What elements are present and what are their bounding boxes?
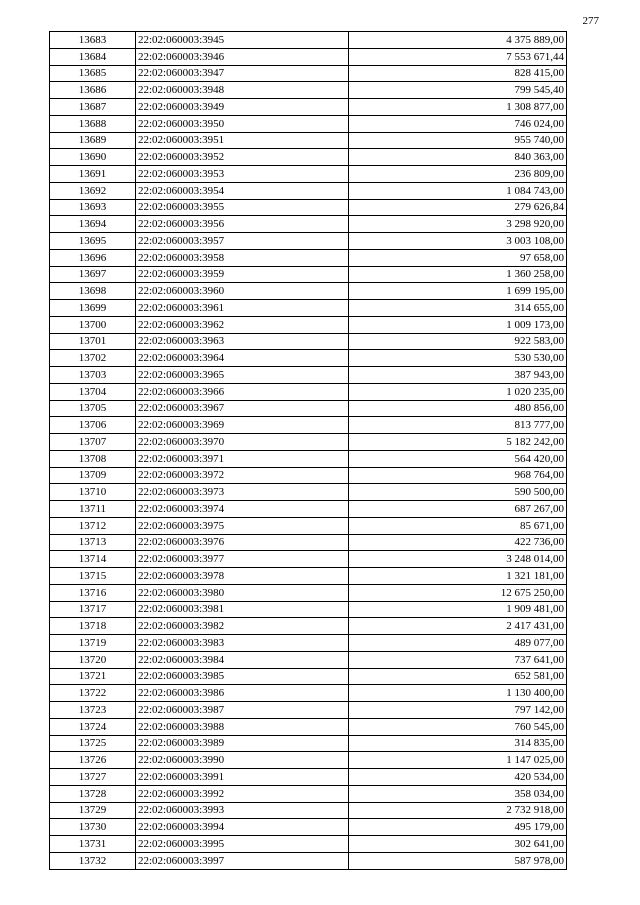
table-row: [50, 702, 567, 719]
row-number-cell: 13701: [50, 333, 136, 350]
table-row: [50, 199, 567, 216]
table-row: [50, 82, 567, 99]
row-number-cell: 13717: [50, 601, 136, 618]
row-number-cell: 13694: [50, 216, 136, 233]
cadastral-value-cell: 480 856,00: [349, 400, 567, 417]
cadastral-value-cell: 279 626,84: [349, 199, 567, 216]
cadastral-value-cell: 489 077,00: [349, 635, 567, 652]
cadastral-value-cell: 4 375 889,00: [349, 32, 567, 49]
cadastral-number-cell: 22:02:060003:3953: [136, 166, 349, 183]
table-row: [50, 802, 567, 819]
row-number-cell: 13724: [50, 718, 136, 735]
cadastral-number-cell: 22:02:060003:3960: [136, 283, 349, 300]
cadastral-number-cell: 22:02:060003:3950: [136, 115, 349, 132]
cadastral-number-cell: 22:02:060003:3949: [136, 99, 349, 116]
table-row: [50, 534, 567, 551]
cadastral-number-cell: 22:02:060003:3957: [136, 233, 349, 250]
table-row: [50, 166, 567, 183]
cadastral-value-cell: 1 009 173,00: [349, 316, 567, 333]
cadastral-number-cell: 22:02:060003:3969: [136, 417, 349, 434]
cadastral-number-cell: 22:02:060003:3973: [136, 484, 349, 501]
table-row: [50, 367, 567, 384]
row-number-cell: 13704: [50, 383, 136, 400]
table-row: [50, 568, 567, 585]
table-row: [50, 115, 567, 132]
table-row: [50, 501, 567, 518]
cadastral-value-cell: 85 671,00: [349, 517, 567, 534]
table-row: [50, 266, 567, 283]
cadastral-number-cell: 22:02:060003:3964: [136, 350, 349, 367]
table-row: [50, 65, 567, 82]
cadastral-value-cell: 828 415,00: [349, 65, 567, 82]
row-number-cell: 13723: [50, 702, 136, 719]
cadastral-number-cell: 22:02:060003:3980: [136, 584, 349, 601]
cadastral-value-cell: 3 003 108,00: [349, 233, 567, 250]
table-row: [50, 417, 567, 434]
cadastral-number-cell: 22:02:060003:3974: [136, 501, 349, 518]
cadastral-number-cell: 22:02:060003:3956: [136, 216, 349, 233]
cadastral-value-table: [49, 31, 567, 870]
row-number-cell: 13690: [50, 149, 136, 166]
cadastral-value-cell: 840 363,00: [349, 149, 567, 166]
table-row: [50, 32, 567, 49]
row-number-cell: 13697: [50, 266, 136, 283]
row-number-cell: 13719: [50, 635, 136, 652]
cadastral-value-cell: 955 740,00: [349, 132, 567, 149]
table-row: [50, 249, 567, 266]
row-number-cell: 13726: [50, 752, 136, 769]
cadastral-number-cell: 22:02:060003:3971: [136, 450, 349, 467]
cadastral-number-cell: 22:02:060003:3961: [136, 300, 349, 317]
cadastral-value-cell: 760 545,00: [349, 718, 567, 735]
cadastral-value-cell: 422 736,00: [349, 534, 567, 551]
cadastral-value-cell: 1 130 400,00: [349, 685, 567, 702]
table-row: [50, 132, 567, 149]
cadastral-value-cell: 420 534,00: [349, 769, 567, 786]
row-number-cell: 13714: [50, 551, 136, 568]
table-row: [50, 216, 567, 233]
table-row: [50, 484, 567, 501]
cadastral-value-cell: 1 699 195,00: [349, 283, 567, 300]
cadastral-number-cell: 22:02:060003:3984: [136, 651, 349, 668]
cadastral-value-cell: 236 809,00: [349, 166, 567, 183]
table-row: [50, 467, 567, 484]
cadastral-number-cell: 22:02:060003:3959: [136, 266, 349, 283]
cadastral-number-cell: 22:02:060003:3985: [136, 668, 349, 685]
table-row: [50, 601, 567, 618]
cadastral-number-cell: 22:02:060003:3976: [136, 534, 349, 551]
row-number-cell: 13731: [50, 836, 136, 853]
table-row: [50, 400, 567, 417]
row-number-cell: 13695: [50, 233, 136, 250]
cadastral-number-cell: 22:02:060003:3982: [136, 618, 349, 635]
table-row: [50, 300, 567, 317]
cadastral-number-cell: 22:02:060003:3963: [136, 333, 349, 350]
cadastral-value-cell: 97 658,00: [349, 249, 567, 266]
row-number-cell: 13688: [50, 115, 136, 132]
table-row: [50, 819, 567, 836]
row-number-cell: 13721: [50, 668, 136, 685]
table-row: [50, 517, 567, 534]
cadastral-value-cell: 797 142,00: [349, 702, 567, 719]
row-number-cell: 13700: [50, 316, 136, 333]
table-row: [50, 584, 567, 601]
row-number-cell: 13686: [50, 82, 136, 99]
table-row: [50, 651, 567, 668]
row-number-cell: 13709: [50, 467, 136, 484]
row-number-cell: 13684: [50, 48, 136, 65]
cadastral-value-cell: 1 084 743,00: [349, 182, 567, 199]
table-row: [50, 450, 567, 467]
cadastral-value-cell: 12 675 250,00: [349, 584, 567, 601]
table-row: [50, 434, 567, 451]
cadastral-number-cell: 22:02:060003:3997: [136, 852, 349, 869]
row-number-cell: 13725: [50, 735, 136, 752]
cadastral-value-cell: 3 248 014,00: [349, 551, 567, 568]
row-number-cell: 13692: [50, 182, 136, 199]
row-number-cell: 13691: [50, 166, 136, 183]
cadastral-number-cell: 22:02:060003:3990: [136, 752, 349, 769]
cadastral-number-cell: 22:02:060003:3967: [136, 400, 349, 417]
row-number-cell: 13722: [50, 685, 136, 702]
table-row: [50, 283, 567, 300]
table-row: [50, 149, 567, 166]
cadastral-value-cell: 314 655,00: [349, 300, 567, 317]
cadastral-number-cell: 22:02:060003:3977: [136, 551, 349, 568]
cadastral-value-cell: 968 764,00: [349, 467, 567, 484]
cadastral-number-cell: 22:02:060003:3986: [136, 685, 349, 702]
table-body: [50, 32, 567, 870]
table-row: [50, 350, 567, 367]
cadastral-number-cell: 22:02:060003:3987: [136, 702, 349, 719]
cadastral-value-cell: 5 182 242,00: [349, 434, 567, 451]
cadastral-value-cell: 302 641,00: [349, 836, 567, 853]
cadastral-value-cell: 590 500,00: [349, 484, 567, 501]
row-number-cell: 13707: [50, 434, 136, 451]
table-row: [50, 383, 567, 400]
cadastral-value-cell: 587 978,00: [349, 852, 567, 869]
cadastral-value-cell: 1 321 181,00: [349, 568, 567, 585]
row-number-cell: 13685: [50, 65, 136, 82]
cadastral-value-cell: 7 553 671,44: [349, 48, 567, 65]
cadastral-number-cell: 22:02:060003:3978: [136, 568, 349, 585]
row-number-cell: 13687: [50, 99, 136, 116]
row-number-cell: 13710: [50, 484, 136, 501]
cadastral-value-cell: 2 732 918,00: [349, 802, 567, 819]
row-number-cell: 13728: [50, 785, 136, 802]
row-number-cell: 13716: [50, 584, 136, 601]
cadastral-number-cell: 22:02:060003:3954: [136, 182, 349, 199]
cadastral-number-cell: 22:02:060003:3962: [136, 316, 349, 333]
cadastral-number-cell: 22:02:060003:3946: [136, 48, 349, 65]
table-row: [50, 668, 567, 685]
table-row: [50, 48, 567, 65]
row-number-cell: 13703: [50, 367, 136, 384]
row-number-cell: 13730: [50, 819, 136, 836]
row-number-cell: 13708: [50, 450, 136, 467]
cadastral-value-cell: 358 034,00: [349, 785, 567, 802]
cadastral-number-cell: 22:02:060003:3958: [136, 249, 349, 266]
row-number-cell: 13706: [50, 417, 136, 434]
row-number-cell: 13720: [50, 651, 136, 668]
cadastral-value-cell: 530 530,00: [349, 350, 567, 367]
cadastral-value-cell: 1 360 258,00: [349, 266, 567, 283]
cadastral-value-cell: 495 179,00: [349, 819, 567, 836]
row-number-cell: 13732: [50, 852, 136, 869]
cadastral-value-cell: 564 420,00: [349, 450, 567, 467]
row-number-cell: 13696: [50, 249, 136, 266]
cadastral-value-cell: 1 020 235,00: [349, 383, 567, 400]
cadastral-number-cell: 22:02:060003:3981: [136, 601, 349, 618]
table-row: [50, 551, 567, 568]
row-number-cell: 13727: [50, 769, 136, 786]
cadastral-value-cell: 746 024,00: [349, 115, 567, 132]
row-number-cell: 13693: [50, 199, 136, 216]
cadastral-number-cell: 22:02:060003:3983: [136, 635, 349, 652]
row-number-cell: 13715: [50, 568, 136, 585]
row-number-cell: 13711: [50, 501, 136, 518]
cadastral-number-cell: 22:02:060003:3966: [136, 383, 349, 400]
row-number-cell: 13718: [50, 618, 136, 635]
cadastral-value-cell: 799 545,40: [349, 82, 567, 99]
table-row: [50, 752, 567, 769]
cadastral-value-cell: 314 835,00: [349, 735, 567, 752]
cadastral-number-cell: 22:02:060003:3989: [136, 735, 349, 752]
table-row: [50, 735, 567, 752]
cadastral-value-cell: 813 777,00: [349, 417, 567, 434]
table-row: [50, 836, 567, 853]
row-number-cell: 13683: [50, 32, 136, 49]
cadastral-value-cell: 687 267,00: [349, 501, 567, 518]
table-row: [50, 333, 567, 350]
cadastral-number-cell: 22:02:060003:3993: [136, 802, 349, 819]
cadastral-value-cell: 387 943,00: [349, 367, 567, 384]
cadastral-number-cell: 22:02:060003:3948: [136, 82, 349, 99]
table-row: [50, 769, 567, 786]
table-row: [50, 718, 567, 735]
cadastral-number-cell: 22:02:060003:3972: [136, 467, 349, 484]
table-row: [50, 618, 567, 635]
cadastral-value-cell: 737 641,00: [349, 651, 567, 668]
row-number-cell: 13712: [50, 517, 136, 534]
table-row: [50, 233, 567, 250]
cadastral-number-cell: 22:02:060003:3992: [136, 785, 349, 802]
page-number: 277: [582, 15, 599, 27]
cadastral-number-cell: 22:02:060003:3965: [136, 367, 349, 384]
table-row: [50, 316, 567, 333]
row-number-cell: 13699: [50, 300, 136, 317]
row-number-cell: 13705: [50, 400, 136, 417]
row-number-cell: 13713: [50, 534, 136, 551]
cadastral-value-cell: 2 417 431,00: [349, 618, 567, 635]
table-row: [50, 99, 567, 116]
row-number-cell: 13729: [50, 802, 136, 819]
cadastral-value-cell: 922 583,00: [349, 333, 567, 350]
cadastral-value-cell: 3 298 920,00: [349, 216, 567, 233]
table-row: [50, 852, 567, 869]
cadastral-number-cell: 22:02:060003:3991: [136, 769, 349, 786]
table-row: [50, 635, 567, 652]
table-row: [50, 785, 567, 802]
table-row: [50, 685, 567, 702]
cadastral-number-cell: 22:02:060003:3945: [136, 32, 349, 49]
cadastral-number-cell: 22:02:060003:3970: [136, 434, 349, 451]
cadastral-value-cell: 1 308 877,00: [349, 99, 567, 116]
cadastral-number-cell: 22:02:060003:3994: [136, 819, 349, 836]
cadastral-number-cell: 22:02:060003:3975: [136, 517, 349, 534]
row-number-cell: 13698: [50, 283, 136, 300]
row-number-cell: 13702: [50, 350, 136, 367]
cadastral-number-cell: 22:02:060003:3947: [136, 65, 349, 82]
cadastral-number-cell: 22:02:060003:3988: [136, 718, 349, 735]
cadastral-number-cell: 22:02:060003:3995: [136, 836, 349, 853]
cadastral-value-cell: 1 147 025,00: [349, 752, 567, 769]
cadastral-value-cell: 652 581,00: [349, 668, 567, 685]
cadastral-number-cell: 22:02:060003:3951: [136, 132, 349, 149]
cadastral-value-cell: 1 909 481,00: [349, 601, 567, 618]
row-number-cell: 13689: [50, 132, 136, 149]
cadastral-number-cell: 22:02:060003:3952: [136, 149, 349, 166]
cadastral-number-cell: 22:02:060003:3955: [136, 199, 349, 216]
table-row: [50, 182, 567, 199]
